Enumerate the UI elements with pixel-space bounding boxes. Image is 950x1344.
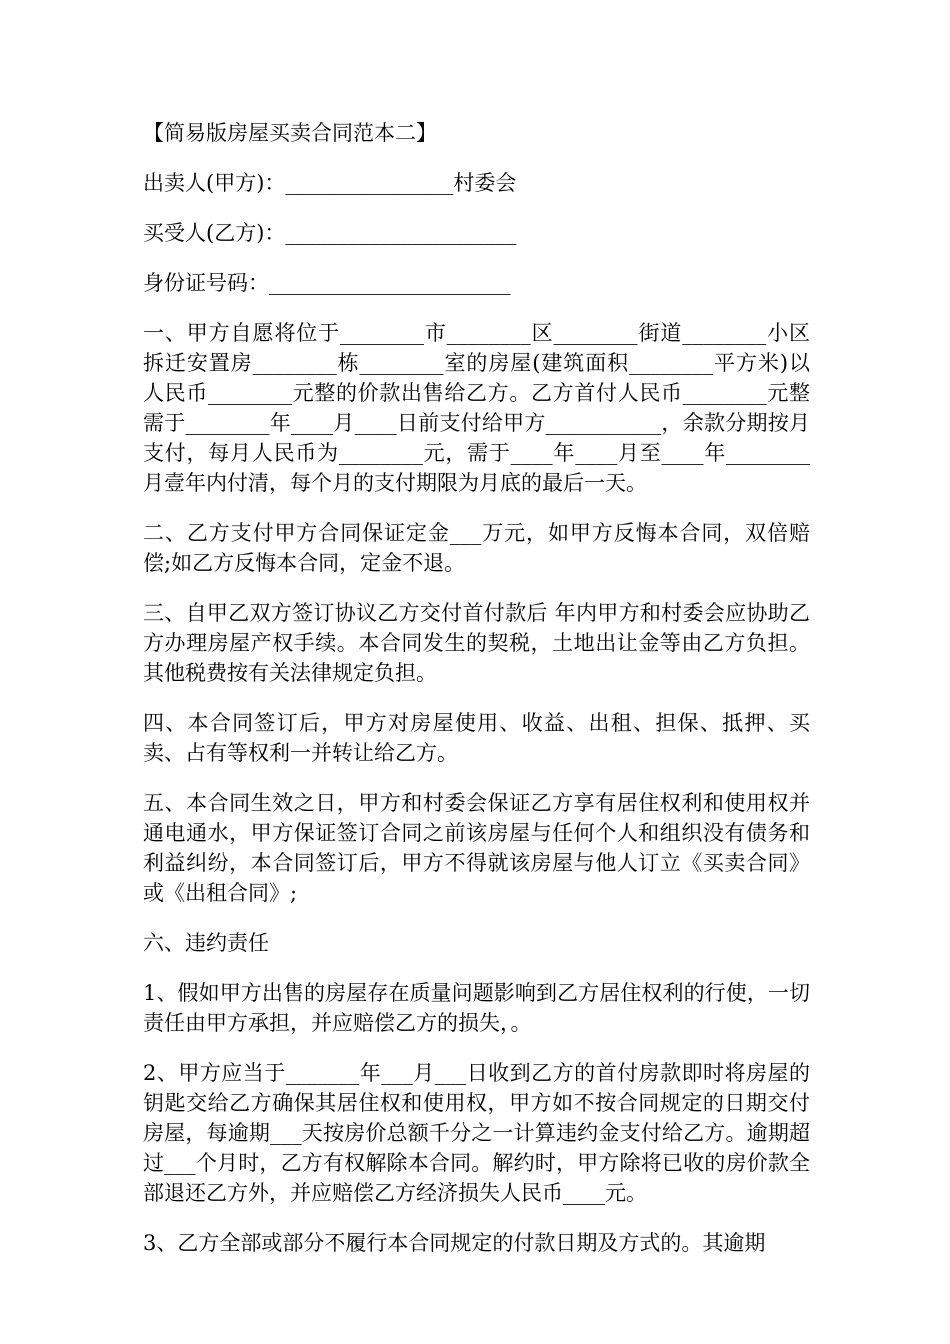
- clause-6-heading: 六、违约责任: [143, 931, 269, 955]
- clause-3: 三、自甲乙双方签订协议乙方交付首付款后 年内甲方和村委会应协助乙方办理房屋产权手续。本合同发生的契税，土地出让金等由乙方负担。其他税费按有关法律规定负担。: [143, 601, 810, 685]
- clause-4: 四、本合同签订后，甲方对房屋使用、收益、出租、担保、抵押、买卖、占有等权利一并转让给乙方。: [143, 711, 810, 765]
- breach-item-2: 2、甲方应当于_______年___月___日收到乙方的首付房款即时将房屋的钥匙交给乙方确保其居住权和使用权，甲方如不按合同规定的日期交付房屋，每逾期___天按房价总额千分之一计算违约金支付给乙方。逾期超过___个月时，乙方有权解除本合同。解约时，甲方除将已收的房价款全部退还乙方外，并应赔偿乙方经济损失人民币____元。: [143, 1061, 810, 1205]
- id-number-line: 身份证号码：_______________________: [143, 271, 511, 295]
- breach-item-1: 1、假如甲方出售的房屋存在质量问题影响到乙方居住权利的行使，一切责任由甲方承担，并应赔偿乙方的损失，。: [143, 981, 810, 1035]
- buyer-line: 买受人(乙方)：______________________: [143, 221, 517, 245]
- clause-5: 五、本合同生效之日，甲方和村委会保证乙方享有居住权利和使用权并通电通水，甲方保证签订合同之前该房屋与任何个人和组织没有债务和利益纠纷，本合同签订后，甲方不得就该房屋与他人订立《买卖合同》或《出租合同》;: [143, 791, 810, 905]
- clause-1: 一、甲方自愿将位于________市________区________街道________小区拆迁安置房________栋________室的房屋(建筑面积________平方米)以人民币________元整的价款出售给乙方。乙方首付人民币________元整需于________年____月____日前支付给甲方___________，余款分期按月支付，每月人民币为________元，需于____年____月至____年________月壹年内付清，每个月的支付期限为月底的最后一天。: [143, 321, 810, 495]
- document-title: 【简易版房屋买卖合同范本二】: [143, 121, 437, 145]
- clause-2: 二、乙方支付甲方合同保证定金___万元，如甲方反悔本合同，双倍赔偿;如乙方反悔本合同，定金不退。: [143, 521, 810, 575]
- seller-line: 出卖人(甲方)：________________村委会: [143, 171, 517, 195]
- document-body: [143, 118, 810, 1278]
- breach-item-3: 3、乙方全部或部分不履行本合同规定的付款日期及方式的。其逾期: [143, 1231, 766, 1255]
